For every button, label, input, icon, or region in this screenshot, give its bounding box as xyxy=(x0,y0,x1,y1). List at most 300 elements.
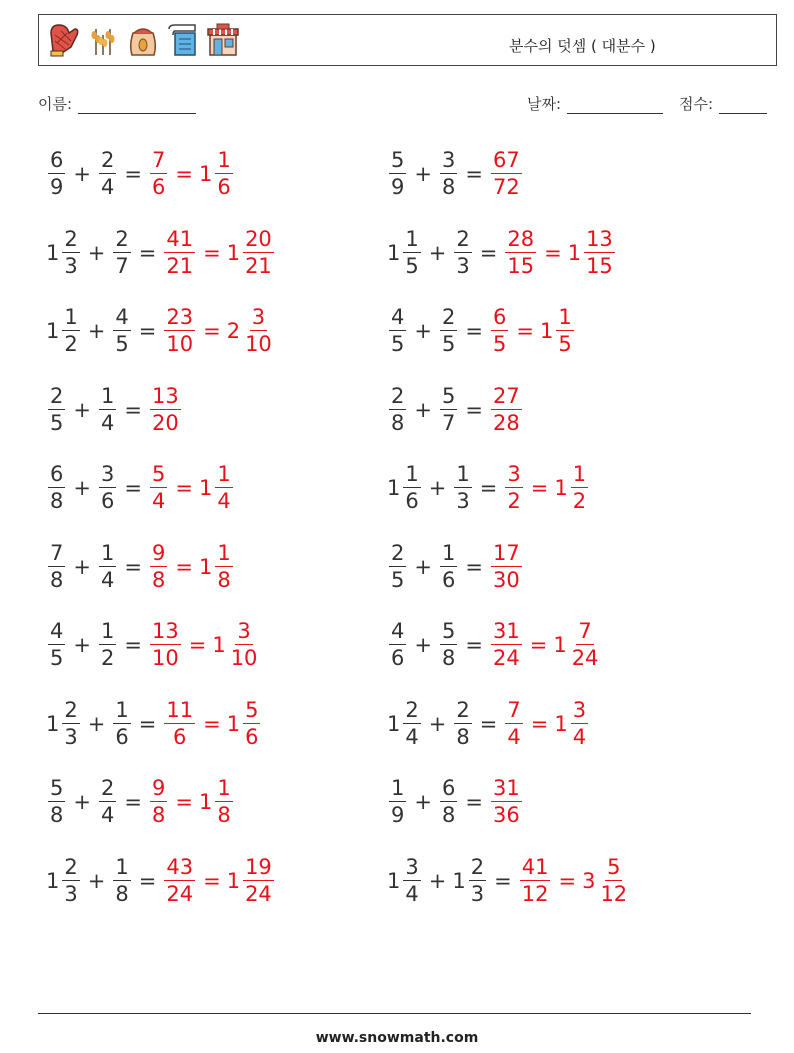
answer-mixed xyxy=(198,540,235,592)
fraction xyxy=(150,383,181,435)
numerator: 4 xyxy=(50,619,64,643)
addend-a xyxy=(387,307,408,355)
denominator: 7 xyxy=(441,410,456,435)
numerator: 41 xyxy=(166,226,194,251)
fraction xyxy=(389,383,406,435)
fraction xyxy=(164,307,195,355)
plus-sign: + xyxy=(428,240,447,265)
denominator: 30 xyxy=(492,567,520,592)
addend-a xyxy=(387,226,423,278)
date-field[interactable] xyxy=(527,93,663,114)
score-blank[interactable] xyxy=(719,99,767,114)
answer-mixed xyxy=(226,854,276,906)
answer xyxy=(162,854,275,906)
plus-sign: + xyxy=(87,868,106,893)
plus-sign: + xyxy=(414,633,432,657)
numerator: 2 xyxy=(100,148,115,172)
answer-improper xyxy=(162,854,197,906)
fraction xyxy=(440,307,457,355)
equals-sign: = xyxy=(516,319,534,343)
whole-number: 1 xyxy=(198,554,213,579)
addend-b xyxy=(452,697,473,749)
worksheet-title: 분수의 덧셈 ( 대분수 ) xyxy=(509,37,656,55)
score-field[interactable] xyxy=(679,93,767,114)
addend-b xyxy=(97,778,118,826)
denominator: 5 xyxy=(558,332,572,356)
fraction xyxy=(150,150,167,198)
numerator: 1 xyxy=(405,462,419,486)
fraction xyxy=(215,464,232,512)
numerator: 3 xyxy=(572,697,587,722)
addend-a xyxy=(387,778,408,826)
numerator: 5 xyxy=(441,619,456,643)
fraction xyxy=(113,307,130,355)
numerator: 1 xyxy=(572,462,587,486)
numerator: 5 xyxy=(391,148,405,172)
fraction xyxy=(571,697,588,749)
answer-improper xyxy=(148,150,169,198)
denominator: 21 xyxy=(245,253,272,278)
equals-sign: = xyxy=(203,240,221,265)
numerator: 6 xyxy=(492,305,507,329)
fraction xyxy=(389,150,406,198)
numerator: 1 xyxy=(115,854,129,879)
whole-number: 1 xyxy=(554,711,568,736)
numerator: 1 xyxy=(217,540,231,565)
answer xyxy=(489,307,576,355)
numerator: 5 xyxy=(607,854,621,879)
plus-sign: + xyxy=(428,868,447,893)
answer-improper xyxy=(489,540,524,592)
denominator: 10 xyxy=(230,646,258,670)
numerator: 7 xyxy=(50,540,64,565)
fraction xyxy=(48,621,65,669)
whole-number: 3 xyxy=(582,868,596,893)
problem-row xyxy=(387,382,524,438)
fraction xyxy=(150,540,167,592)
answer-improper xyxy=(503,464,524,512)
numerator: 1 xyxy=(391,776,405,800)
fraction xyxy=(215,778,232,826)
fraction xyxy=(598,854,629,906)
numerator: 6 xyxy=(441,776,456,800)
equals-sign: = xyxy=(138,868,157,893)
denominator: 8 xyxy=(441,175,456,199)
answer-mixed xyxy=(199,464,235,512)
denominator: 5 xyxy=(441,332,456,356)
whole-number: 2 xyxy=(226,319,241,343)
equals-sign: = xyxy=(530,711,549,736)
fraction xyxy=(48,778,65,826)
denominator: 4 xyxy=(217,489,231,513)
footer-url[interactable]: www.snowmath.com xyxy=(315,1030,479,1046)
whole-number: 1 xyxy=(46,868,60,893)
denominator: 5 xyxy=(405,253,419,278)
addend-b xyxy=(97,540,118,592)
equals-sign: = xyxy=(465,633,483,657)
denominator: 9 xyxy=(50,175,64,199)
numerator: 20 xyxy=(245,226,272,251)
wheat-icon xyxy=(85,21,121,59)
addend-a xyxy=(46,778,67,826)
addend-b xyxy=(438,383,459,435)
answer xyxy=(148,778,235,826)
flour-sack-icon xyxy=(125,21,161,59)
plus-sign: + xyxy=(73,162,91,186)
answer-improper xyxy=(489,150,524,198)
answer-improper xyxy=(503,226,538,278)
numerator: 2 xyxy=(391,383,405,408)
fraction xyxy=(48,540,65,592)
answer xyxy=(148,383,183,435)
fraction xyxy=(150,464,167,512)
fraction xyxy=(62,226,79,278)
name-blank[interactable] xyxy=(78,99,196,114)
plus-sign: + xyxy=(73,790,91,814)
fraction xyxy=(491,621,522,669)
fraction xyxy=(389,621,406,669)
equals-sign: = xyxy=(124,397,142,422)
numerator: 1 xyxy=(558,305,572,329)
problem-row xyxy=(387,146,524,202)
fraction xyxy=(505,464,522,512)
header-icons xyxy=(45,21,241,59)
fraction xyxy=(164,226,195,278)
denominator: 4 xyxy=(507,724,521,749)
equals-sign: = xyxy=(124,162,142,186)
plus-sign: + xyxy=(87,711,106,736)
denominator: 8 xyxy=(217,803,231,827)
numerator: 9 xyxy=(151,776,166,800)
whole-number: 1 xyxy=(226,868,241,893)
problem-row xyxy=(46,617,261,673)
numerator: 23 xyxy=(166,305,194,329)
fraction xyxy=(403,226,420,278)
answer-improper xyxy=(489,621,524,669)
denominator: 3 xyxy=(470,881,485,906)
fraction xyxy=(99,778,116,826)
whole-number: 1 xyxy=(226,711,241,736)
whole-number: 1 xyxy=(212,633,226,657)
addend-b xyxy=(438,621,459,669)
plus-sign: + xyxy=(414,162,432,186)
numerator: 6 xyxy=(50,462,64,486)
problem-row xyxy=(387,303,576,359)
numerator: 9 xyxy=(151,540,166,565)
answer-mixed xyxy=(199,150,235,198)
equals-sign: = xyxy=(479,240,498,265)
numerator: 17 xyxy=(492,540,520,565)
numerator: 2 xyxy=(64,226,78,251)
fraction xyxy=(229,621,260,669)
fraction xyxy=(150,778,167,826)
answer-improper xyxy=(489,383,524,435)
answer-mixed xyxy=(212,621,261,669)
denominator: 12 xyxy=(521,881,549,906)
problem-row xyxy=(387,617,602,673)
numerator: 5 xyxy=(245,697,259,722)
denominator: 10 xyxy=(151,646,179,670)
fraction xyxy=(505,226,536,278)
numerator: 7 xyxy=(507,697,521,722)
problem-row xyxy=(46,696,262,752)
denominator: 10 xyxy=(166,332,194,356)
addend-b xyxy=(111,226,132,278)
addend-b xyxy=(438,540,459,592)
equals-sign: = xyxy=(465,397,483,422)
fraction xyxy=(164,854,195,906)
denominator: 8 xyxy=(50,567,64,592)
answer-mixed xyxy=(226,226,276,278)
answer xyxy=(148,464,235,512)
fraction xyxy=(454,697,471,749)
plus-sign: + xyxy=(73,397,91,422)
denominator: 8 xyxy=(441,646,456,670)
denominator: 8 xyxy=(456,724,470,749)
addend-a xyxy=(46,383,67,435)
fraction xyxy=(520,854,551,906)
fraction xyxy=(440,540,457,592)
fraction xyxy=(99,150,116,198)
fraction xyxy=(113,854,130,906)
addend-a xyxy=(46,621,67,669)
numerator: 1 xyxy=(405,226,419,251)
addend-b xyxy=(111,697,132,749)
addend-b xyxy=(97,383,118,435)
whole-number: 1 xyxy=(198,790,213,814)
addend-b xyxy=(97,464,118,512)
denominator: 20 xyxy=(151,410,179,435)
numerator: 1 xyxy=(456,462,470,486)
answer xyxy=(148,150,235,198)
addend-a xyxy=(387,383,408,435)
addend-a xyxy=(46,464,67,512)
problem-row xyxy=(46,460,235,516)
problem-row xyxy=(46,146,235,202)
answer-mixed xyxy=(199,778,235,826)
addend-b xyxy=(438,150,459,198)
answer-mixed xyxy=(226,697,263,749)
numerator: 3 xyxy=(100,462,115,486)
addend-b xyxy=(452,854,488,906)
whole-number: 1 xyxy=(387,476,401,500)
numerator: 1 xyxy=(100,619,115,643)
denominator: 4 xyxy=(100,410,115,435)
answer-mixed xyxy=(540,307,576,355)
fraction xyxy=(389,540,406,592)
bakery-shop-icon xyxy=(205,21,241,59)
fraction xyxy=(491,150,522,198)
denominator: 21 xyxy=(166,253,194,278)
answer-improper xyxy=(162,697,197,749)
fraction xyxy=(99,383,116,435)
answer-mixed xyxy=(567,226,617,278)
numerator: 28 xyxy=(507,226,535,251)
answer xyxy=(503,464,590,512)
plus-sign: + xyxy=(73,554,91,579)
score-label: 점수: xyxy=(679,95,714,113)
problem-row xyxy=(46,853,276,909)
equals-sign: = xyxy=(138,319,157,343)
answer-mixed xyxy=(227,307,276,355)
fraction xyxy=(243,854,274,906)
equals-sign: = xyxy=(175,554,193,579)
whole-number: 1 xyxy=(567,240,582,265)
denominator: 5 xyxy=(391,332,405,356)
fraction xyxy=(48,150,65,198)
answer-mixed xyxy=(554,464,590,512)
addend-b xyxy=(111,854,132,906)
equals-sign: = xyxy=(465,554,483,579)
denominator: 6 xyxy=(217,175,231,199)
denominator: 3 xyxy=(456,489,470,513)
fraction xyxy=(113,226,130,278)
numerator: 4 xyxy=(391,305,405,329)
numerator: 19 xyxy=(245,854,272,879)
numerator: 67 xyxy=(492,148,520,172)
numerator: 2 xyxy=(456,226,470,251)
fraction xyxy=(440,778,457,826)
fraction xyxy=(491,383,522,435)
answer xyxy=(162,307,275,355)
name-label: 이름: xyxy=(38,95,73,113)
whole-number: 1 xyxy=(226,240,241,265)
fraction xyxy=(243,697,260,749)
numerator: 4 xyxy=(115,305,129,329)
denominator: 8 xyxy=(50,489,64,513)
denominator: 6 xyxy=(115,724,129,749)
addend-b xyxy=(438,307,459,355)
addend-a xyxy=(46,226,82,278)
numerator: 1 xyxy=(217,462,231,486)
fraction xyxy=(99,540,116,592)
numerator: 3 xyxy=(405,854,419,879)
fraction xyxy=(389,778,406,826)
problem-row xyxy=(387,539,524,595)
date-blank[interactable] xyxy=(567,99,663,114)
denominator: 12 xyxy=(600,881,628,906)
fraction xyxy=(570,621,601,669)
denominator: 3 xyxy=(64,881,78,906)
whole-number: 1 xyxy=(387,240,401,265)
equals-sign: = xyxy=(558,868,577,893)
answer xyxy=(503,226,616,278)
addend-b xyxy=(97,150,118,198)
name-field[interactable] xyxy=(38,93,196,114)
fraction xyxy=(556,307,573,355)
plus-sign: + xyxy=(414,554,432,579)
problem-row xyxy=(387,696,590,752)
addend-a xyxy=(46,150,67,198)
numerator: 2 xyxy=(64,697,78,722)
fraction xyxy=(62,854,79,906)
answer-improper xyxy=(503,697,524,749)
equals-sign: = xyxy=(175,790,193,814)
equals-sign: = xyxy=(124,476,142,500)
denominator: 24 xyxy=(492,646,520,670)
answer xyxy=(148,621,261,669)
problem-row xyxy=(46,539,235,595)
numerator: 6 xyxy=(50,148,64,172)
denominator: 8 xyxy=(217,567,231,592)
numerator: 31 xyxy=(492,619,520,643)
numerator: 5 xyxy=(50,776,64,800)
answer-mixed xyxy=(582,854,631,906)
denominator: 5 xyxy=(50,646,64,670)
numerator: 5 xyxy=(441,383,456,408)
denominator: 3 xyxy=(456,253,470,278)
fraction xyxy=(403,854,420,906)
numerator: 2 xyxy=(115,226,129,251)
fraction xyxy=(62,697,79,749)
numerator: 3 xyxy=(507,462,521,486)
denominator: 8 xyxy=(441,803,456,827)
problem-row xyxy=(46,225,276,281)
fraction xyxy=(469,854,486,906)
numerator: 1 xyxy=(64,305,78,329)
numerator: 7 xyxy=(151,148,166,172)
numerator: 41 xyxy=(521,854,549,879)
equals-sign: = xyxy=(124,790,142,814)
equals-sign: = xyxy=(175,162,193,186)
answer-improper xyxy=(489,778,524,826)
answer-improper xyxy=(148,464,169,512)
fraction xyxy=(491,540,522,592)
numerator: 3 xyxy=(237,619,251,643)
denominator: 7 xyxy=(115,253,129,278)
problem-row xyxy=(387,774,524,830)
denominator: 2 xyxy=(64,332,78,356)
numerator: 2 xyxy=(405,697,419,722)
numerator: 1 xyxy=(441,540,456,565)
addend-a xyxy=(387,464,423,512)
whole-number: 1 xyxy=(539,319,554,343)
denominator: 4 xyxy=(100,803,115,827)
numerator: 2 xyxy=(456,697,470,722)
equals-sign: = xyxy=(465,319,483,343)
numerator: 2 xyxy=(470,854,485,879)
denominator: 8 xyxy=(391,410,405,435)
whole-number: 1 xyxy=(553,633,567,657)
plus-sign: + xyxy=(414,790,432,814)
denominator: 10 xyxy=(245,332,272,356)
denominator: 4 xyxy=(405,724,419,749)
date-label: 날짜: xyxy=(527,95,562,113)
equals-sign: = xyxy=(138,240,157,265)
whole-number: 1 xyxy=(387,711,401,736)
problem-row xyxy=(46,382,183,438)
numerator: 1 xyxy=(100,540,115,565)
numerator: 1 xyxy=(100,383,115,408)
equals-sign: = xyxy=(465,162,483,186)
denominator: 6 xyxy=(441,567,456,592)
problem-row xyxy=(46,774,235,830)
plus-sign: + xyxy=(428,476,447,500)
denominator: 6 xyxy=(151,175,166,199)
numerator: 2 xyxy=(64,854,78,879)
plus-sign: + xyxy=(87,240,106,265)
whole-number: 1 xyxy=(452,868,466,893)
denominator: 3 xyxy=(64,724,78,749)
problem-row xyxy=(387,225,617,281)
addend-a xyxy=(387,621,408,669)
denominator: 4 xyxy=(151,489,166,513)
numerator: 5 xyxy=(151,462,166,486)
problem-row xyxy=(46,303,276,359)
denominator: 4 xyxy=(572,724,587,749)
whole-number: 1 xyxy=(46,711,60,736)
problem-row xyxy=(387,853,631,909)
